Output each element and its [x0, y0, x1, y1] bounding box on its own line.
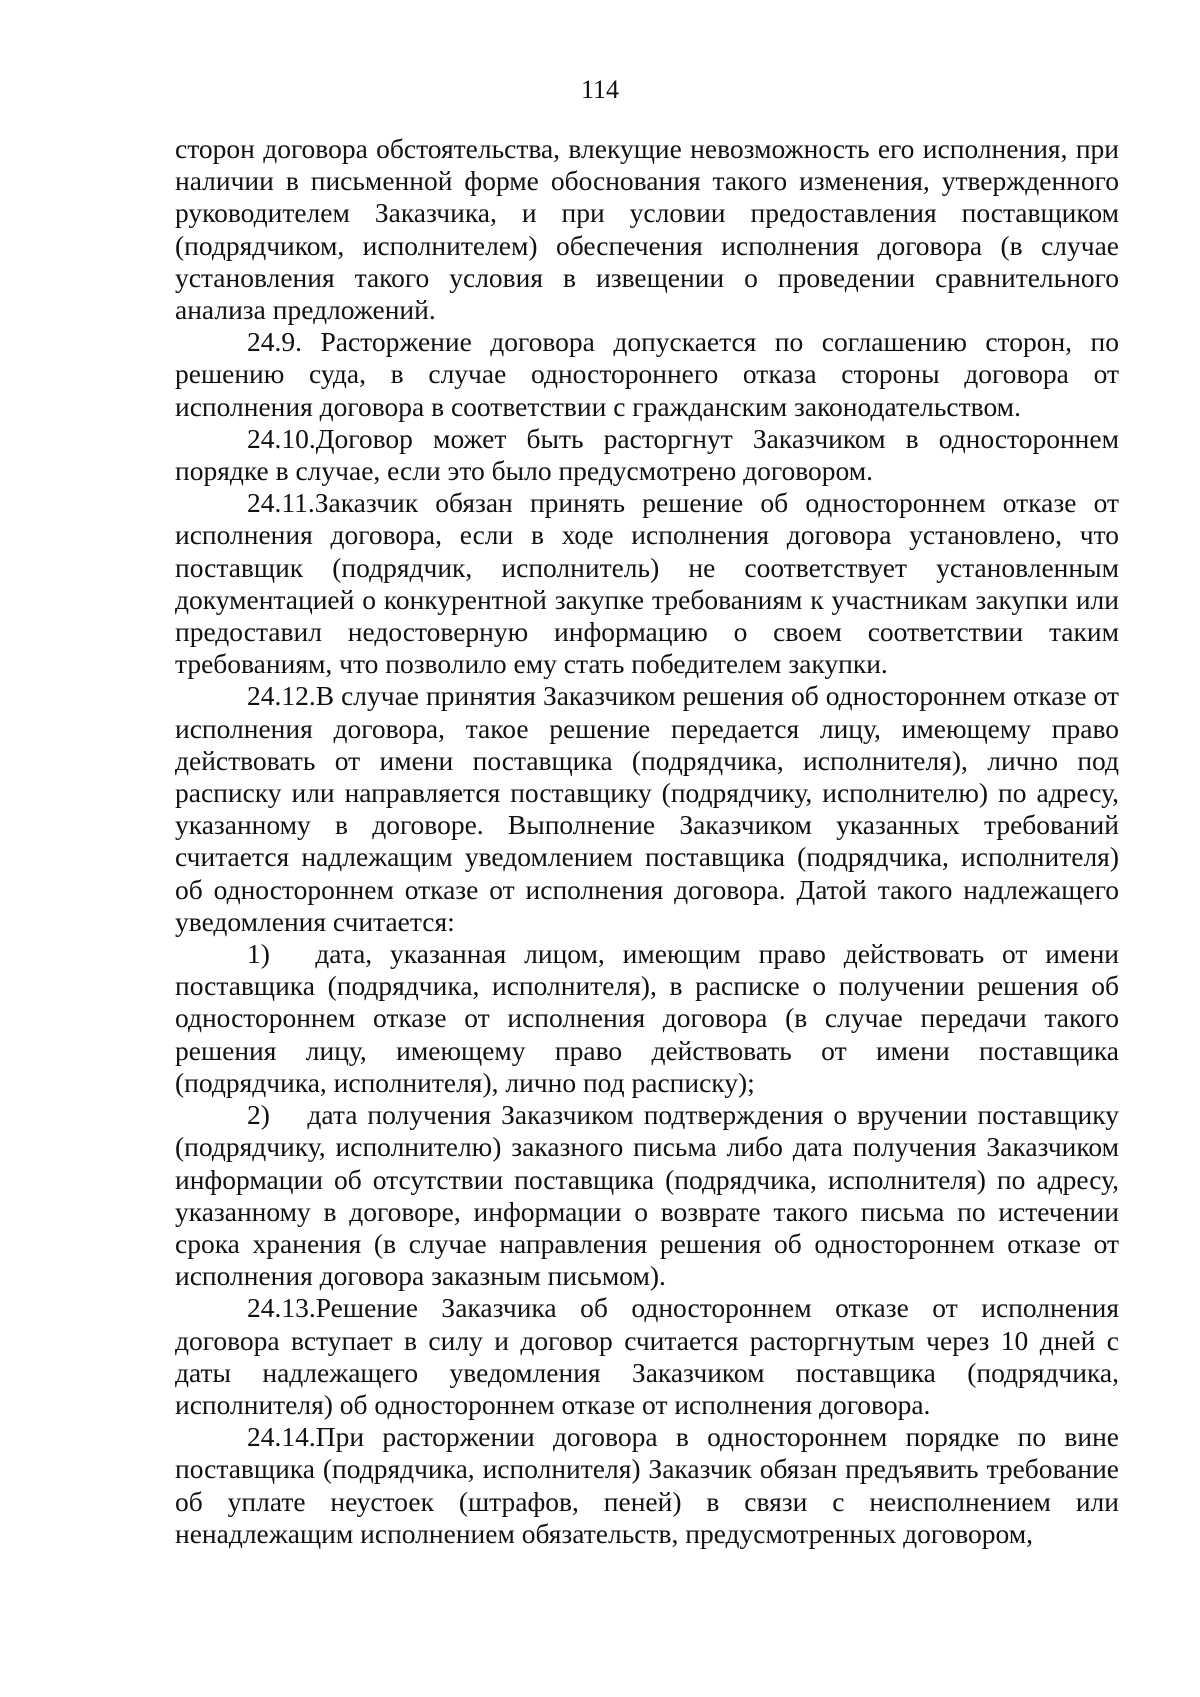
page-number: 114	[580, 75, 620, 104]
paragraph-24-9: 24.9. Расторжение договора допускается по соглашению сторон, по решению суда, в случае одностороннего отказа стороны договора от исполнения договора в соответствии с гражданским законодательством.	[175, 326, 1119, 422]
list-item-2: 2) дата получения Заказчиком подтверждения о вручении поставщику (подрядчику, исполнителю) заказного письма либо дата получения Заказчиком информации об отсутствии поставщика (подрядчика, исполнителя) по адресу, указанному в договоре, информации о возврате такого письма по истечении срока хранения (в случае направления решения об одностороннем отказе от исполнения договора заказным письмом).	[175, 1099, 1119, 1292]
document-body	[175, 133, 1119, 1550]
paragraph-continuation: сторон договора обстоятельства, влекущие невозможность его исполнения, при наличии в письменной форме обоснования такого изменения, утвержденного руководителем Заказчика, и при условии предоставления поставщиком (подрядчиком, исполнителем) обеспечения исполнения договора (в случае установления такого условия в извещении о проведении сравнительного анализа предложений.	[175, 133, 1119, 326]
paragraph-24-11: 24.11.Заказчик обязан принять решение об одностороннем отказе от исполнения договора, если в ходе исполнения договора установлено, что поставщик (подрядчик, исполнитель) не соответствует установленным документацией о конкурентной закупке требованиям к участникам закупки или предоставил недостоверную информацию о своем соответствии таким требованиям, что позволило ему стать победителем закупки.	[175, 487, 1119, 680]
list-item-1: 1) дата, указанная лицом, имеющим право действовать от имени поставщика (подрядчика, исполнителя), в расписке о получении решения об одностороннем отказе от исполнения договора (в случае передачи такого решения лицу, имеющему право действовать от имени поставщика (подрядчика, исполнителя), лично под расписку);	[175, 938, 1119, 1098]
paragraph-24-13: 24.13.Решение Заказчика об одностороннем отказе от исполнения договора вступает в силу и договор считается расторгнутым через 10 дней с даты надлежащего уведомления Заказчиком поставщика (подрядчика, исполнителя) об одностороннем отказе от исполнения договора.	[175, 1292, 1119, 1420]
paragraph-24-14: 24.14.При расторжении договора в одностороннем порядке по вине поставщика (подрядчика, исполнителя) Заказчик обязан предъявить требование об уплате неустоек (штрафов, пеней) в связи с неисполнением или ненадлежащим исполнением обязательств, предусмотренных договором,	[175, 1421, 1119, 1549]
paragraph-24-12: 24.12.В случае принятия Заказчиком решения об одностороннем отказе от исполнения договора, такое решение передается лицу, имеющему право действовать от имени поставщика (подрядчика, исполнителя), лично под расписку или направляется поставщику (подрядчику, исполнителю) по адресу, указанному в договоре. Выполнение Заказчиком указанных требований считается надлежащим уведомлением поставщика (подрядчика, исполнителя) об одностороннем отказе от исполнения договора. Датой такого надлежащего уведомления считается:	[175, 680, 1119, 937]
paragraph-24-10: 24.10.Договор может быть расторгнут Заказчиком в одностороннем порядке в случае, если это было предусмотрено договором.	[175, 422, 1119, 487]
